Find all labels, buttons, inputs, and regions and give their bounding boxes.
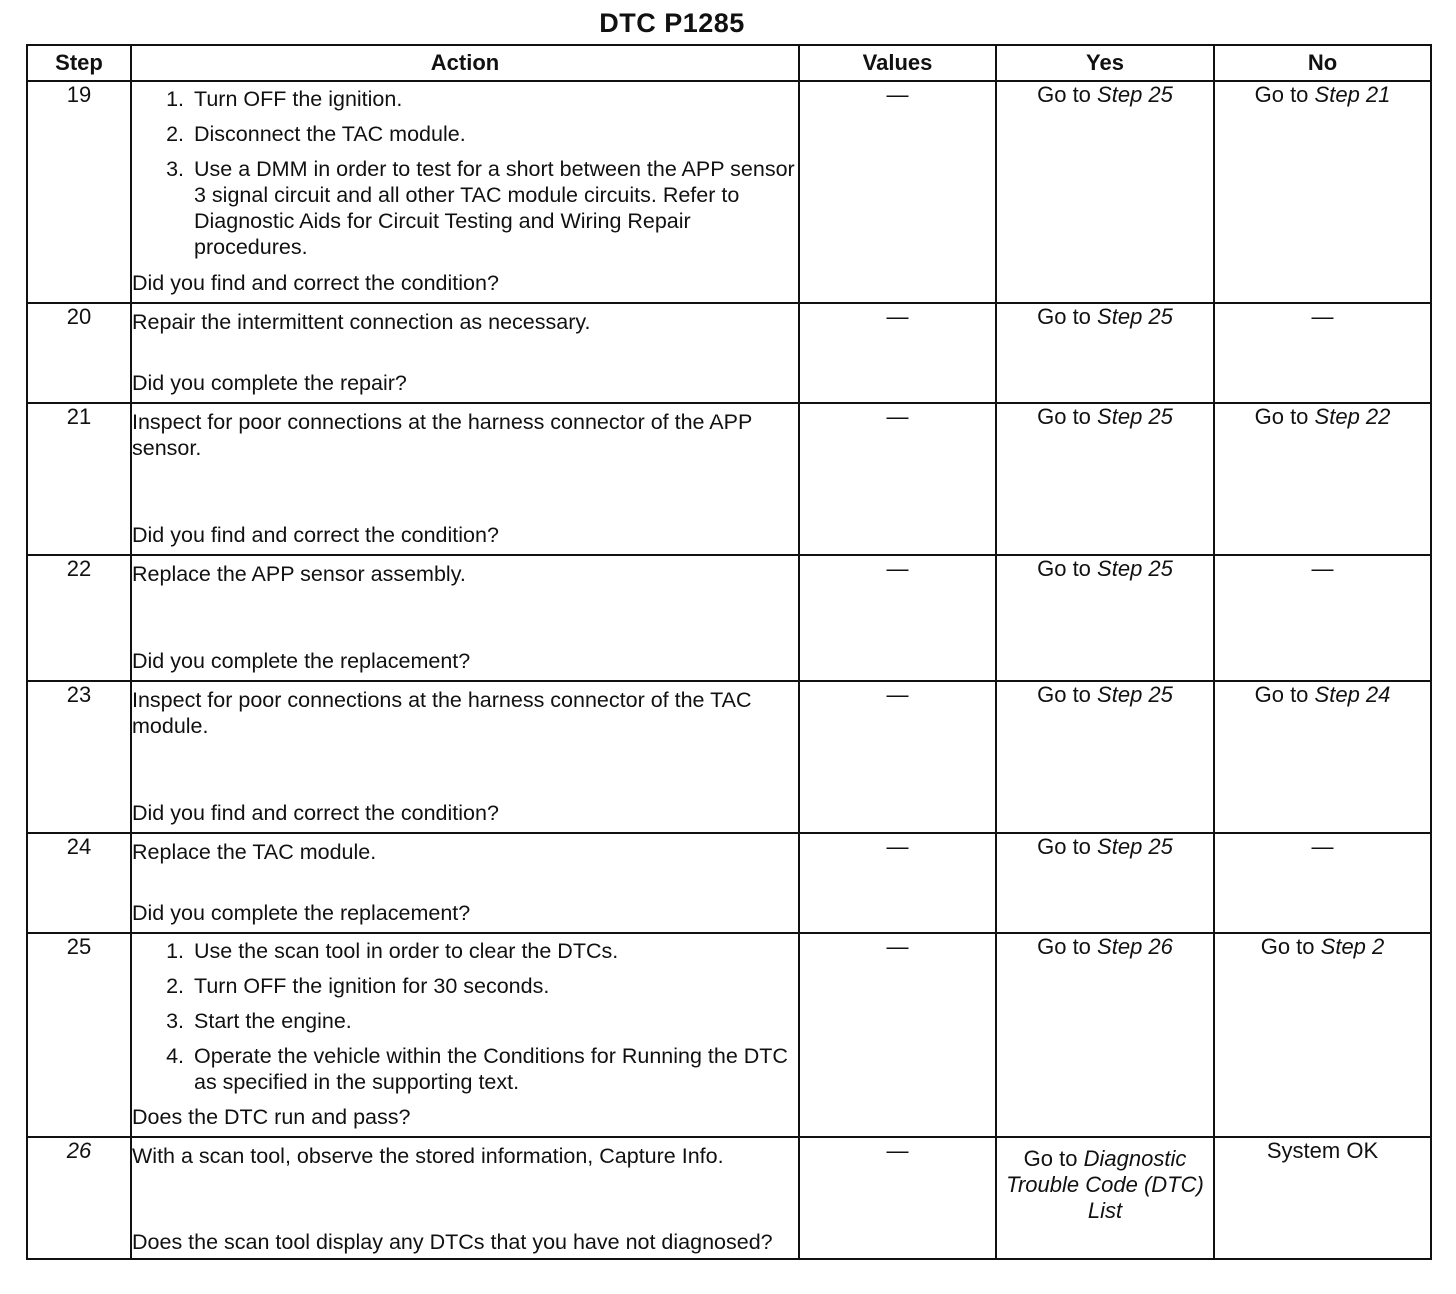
action-cell xyxy=(131,1137,799,1259)
no-cell xyxy=(1214,933,1431,1137)
yes-step-link[interactable]: Step 26 xyxy=(1097,934,1173,959)
step-number: 20 xyxy=(27,303,131,403)
diagnostic-table xyxy=(26,44,1432,1260)
action-cell xyxy=(131,403,799,555)
action-cell xyxy=(131,933,799,1137)
yes-cell xyxy=(996,833,1214,933)
yes-cell xyxy=(996,681,1214,833)
header-step: Step xyxy=(27,45,131,81)
goto-text: Go to xyxy=(1037,556,1091,581)
action-cell xyxy=(131,555,799,681)
values-cell: — xyxy=(799,933,996,1137)
values-cell: — xyxy=(799,555,996,681)
list-item: 2. Disconnect the TAC module. xyxy=(190,121,798,147)
yes-cell xyxy=(996,81,1214,303)
no-step-link[interactable]: Step 21 xyxy=(1314,82,1391,107)
goto-text: Go to xyxy=(1260,934,1315,959)
yes-step-link[interactable]: Step 25 xyxy=(1097,404,1173,429)
step-number: 23 xyxy=(27,681,131,833)
action-text: Inspect for poor connections at the harness connector of the APP sensor. xyxy=(132,410,752,460)
no-step-link[interactable]: Step 22 xyxy=(1314,404,1391,429)
step-number: 21 xyxy=(27,403,131,555)
step-number: 22 xyxy=(27,555,131,681)
yes-cell xyxy=(996,303,1214,403)
action-question: Did you complete the replacement? xyxy=(132,649,471,673)
action-question: Did you find and correct the condition? xyxy=(132,271,499,295)
action-question: Did you find and correct the condition? xyxy=(132,801,499,825)
header-row xyxy=(27,45,1431,81)
no-cell xyxy=(1214,81,1431,303)
goto-text: Go to xyxy=(1254,82,1309,107)
table-row xyxy=(27,403,1431,555)
no-step-link[interactable]: Step 2 xyxy=(1320,934,1385,959)
header-values: Values xyxy=(799,45,996,81)
no-cell xyxy=(1214,403,1431,555)
goto-text: Go to xyxy=(1037,82,1091,107)
yes-cell xyxy=(996,555,1214,681)
no-cell: — xyxy=(1214,555,1431,681)
yes-cell xyxy=(996,403,1214,555)
action-text: Repair the intermittent connection as necessary. xyxy=(132,310,591,334)
action-text: With a scan tool, observe the stored information, Capture Info. xyxy=(132,1144,724,1168)
no-cell: — xyxy=(1214,303,1431,403)
step-number: 26 xyxy=(27,1137,131,1259)
no-cell: System OK xyxy=(1214,1137,1431,1259)
header-yes: Yes xyxy=(996,45,1214,81)
yes-step-link[interactable]: Step 25 xyxy=(1097,556,1173,581)
list-item: 3. Start the engine. xyxy=(190,1008,798,1034)
values-cell: — xyxy=(799,303,996,403)
values-cell: — xyxy=(799,81,996,303)
list-item: 1. Turn OFF the ignition. xyxy=(190,86,798,112)
step-number: 19 xyxy=(27,81,131,303)
action-cell xyxy=(131,681,799,833)
table-row xyxy=(27,681,1431,833)
step-number: 24 xyxy=(27,833,131,933)
table-row xyxy=(27,81,1431,303)
action-list xyxy=(132,938,798,1095)
yes-step-link[interactable]: Step 25 xyxy=(1097,682,1173,707)
action-question: Did you complete the repair? xyxy=(132,371,407,395)
values-cell: — xyxy=(799,1137,996,1259)
goto-text: Go to xyxy=(1037,934,1091,959)
action-question: Does the scan tool display any DTCs that you have not diagnosed? xyxy=(132,1230,773,1254)
action-text: Replace the APP sensor assembly. xyxy=(132,562,466,586)
action-cell xyxy=(131,833,799,933)
yes-step-link[interactable]: Step 25 xyxy=(1097,304,1173,329)
list-item: 3. Use a DMM in order to test for a short between the APP sensor 3 signal circuit and all other TAC module circuits. Refer to Diagnostic Aids for Circuit Testing and Wiring Repair procedures. xyxy=(190,156,798,260)
action-text: Replace the TAC module. xyxy=(132,840,377,864)
values-cell: — xyxy=(799,403,996,555)
header-action: Action xyxy=(131,45,799,81)
no-cell: — xyxy=(1214,833,1431,933)
goto-text: Go to xyxy=(1037,404,1091,429)
header-no: No xyxy=(1214,45,1431,81)
no-step-link[interactable]: Step 24 xyxy=(1314,682,1391,707)
table-row xyxy=(27,1137,1431,1259)
table-row xyxy=(27,833,1431,933)
step-number: 25 xyxy=(27,933,131,1137)
yes-step-link[interactable]: Step 25 xyxy=(1097,82,1173,107)
action-cell xyxy=(131,81,799,303)
action-question: Did you complete the replacement? xyxy=(132,901,471,925)
goto-text: Go to xyxy=(1037,682,1091,707)
action-question: Does the DTC run and pass? xyxy=(132,1105,411,1129)
action-question: Did you find and correct the condition? xyxy=(132,523,499,547)
list-item: 2. Turn OFF the ignition for 30 seconds. xyxy=(190,973,798,999)
no-cell xyxy=(1214,681,1431,833)
page-title: DTC P1285 xyxy=(599,8,745,38)
list-item: 1. Use the scan tool in order to clear the DTCs. xyxy=(190,938,798,964)
goto-text: Go to xyxy=(1254,404,1309,429)
action-list xyxy=(132,86,798,260)
values-cell: — xyxy=(799,681,996,833)
table-row xyxy=(27,933,1431,1137)
action-text: Inspect for poor connections at the harness connector of the TAC module. xyxy=(132,688,752,738)
table-row xyxy=(27,303,1431,403)
goto-text: Go to xyxy=(1023,1146,1078,1171)
yes-cell xyxy=(996,933,1214,1137)
goto-text: Go to xyxy=(1254,682,1309,707)
table-row xyxy=(27,555,1431,681)
yes-step-link[interactable]: Step 25 xyxy=(1097,834,1173,859)
goto-text: Go to xyxy=(1037,834,1091,859)
action-cell xyxy=(131,303,799,403)
list-item: 4. Operate the vehicle within the Conditions for Running the DTC as specified in the supporting text. xyxy=(190,1043,798,1095)
yes-dtc-list-link[interactable]: Diagnostic Trouble Code (DTC) List xyxy=(1006,1146,1204,1223)
values-cell: — xyxy=(799,833,996,933)
goto-text: Go to xyxy=(1037,304,1091,329)
yes-cell xyxy=(996,1137,1214,1259)
